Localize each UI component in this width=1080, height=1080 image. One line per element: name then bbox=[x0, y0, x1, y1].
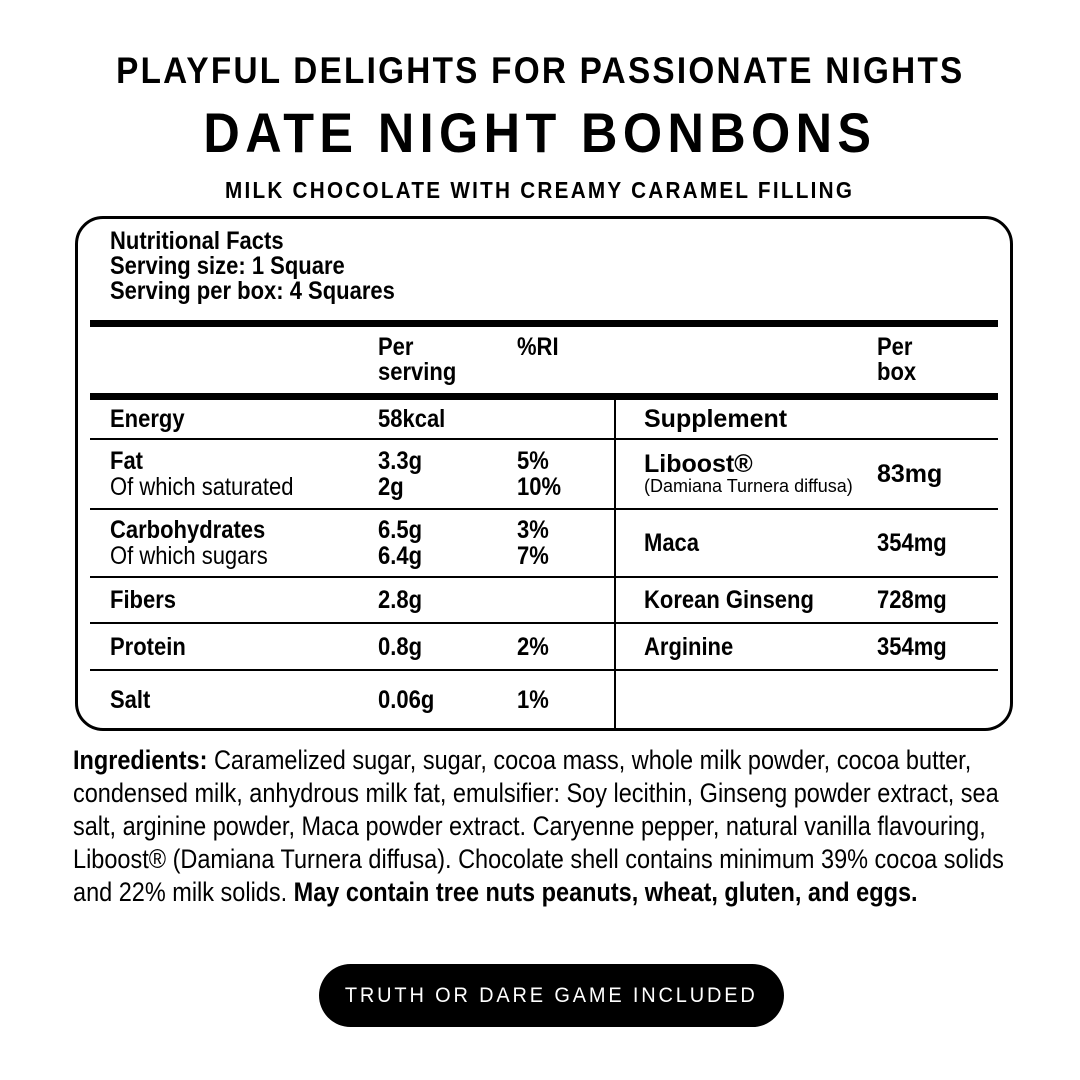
product-tagline-text: PLAYFUL DELIGHTS FOR PASSIONATE NIGHTS bbox=[115, 50, 965, 91]
product-title-text: DATE NIGHT BONBONS bbox=[203, 100, 877, 164]
supplement-name: Maca bbox=[644, 529, 700, 557]
product-subtitle bbox=[0, 177, 1080, 204]
truth-or-dare-badge bbox=[319, 964, 784, 1027]
ri-value bbox=[517, 406, 614, 432]
masthead bbox=[0, 50, 1080, 204]
serving-per-box: Serving per box: 4 Squares bbox=[110, 277, 395, 305]
table-row bbox=[78, 671, 1010, 728]
supplement-amount: 354mg bbox=[877, 632, 947, 661]
table-body bbox=[78, 400, 1010, 728]
per-serving-value: 0.8g bbox=[378, 632, 423, 661]
ingredients-body: Caramelized sugar, sugar, cocoa mass, whole milk powder, cocoa butter, condensed milk, anhydrous milk fat, emulsifier: Soy lecithin, Ginseng powder extract, sea salt, arginine powder, Maca powder extract. Caryenne pepper, natural vanilla flavouring, Liboost® (Damiana Turnera diffusa). Chocolate shell contains minimum 39% cocoa solids and 22% milk solids. bbox=[73, 745, 1004, 907]
panel-title: Nutritional Facts bbox=[110, 227, 284, 255]
nutrient-label: Protein bbox=[110, 632, 186, 661]
per-serving-value: 0.06g bbox=[378, 685, 435, 714]
panel-header bbox=[78, 219, 1010, 304]
supplement-name: Korean Ginseng bbox=[644, 586, 814, 614]
table-row bbox=[78, 510, 1010, 576]
ri-value: 2% bbox=[517, 632, 549, 661]
table-row bbox=[78, 440, 1010, 508]
nutrient-sublabel: Of which sugars bbox=[110, 542, 268, 570]
supplement-header: Supplement bbox=[644, 405, 788, 433]
table-row bbox=[78, 624, 1010, 669]
nutrition-panel bbox=[75, 216, 1013, 731]
ri-value: 5% 10% bbox=[517, 447, 562, 501]
per-serving-value: 6.5g 6.4g bbox=[378, 516, 423, 570]
nutrient-label: Carbohydrates Of which sugars bbox=[110, 517, 378, 569]
allergen-warning: May contain tree nuts peanuts, wheat, gluten, and eggs. bbox=[293, 877, 918, 907]
table-row bbox=[78, 400, 1010, 438]
column-header-row bbox=[78, 327, 1010, 393]
column-divider bbox=[614, 400, 616, 728]
nutrient-label: Salt bbox=[110, 685, 151, 714]
badge-label: TRUTH OR DARE GAME INCLUDED bbox=[345, 983, 758, 1007]
supplement-amount: 728mg bbox=[877, 586, 947, 614]
rule-thick-top bbox=[90, 320, 998, 327]
per-serving-value: 3.3g 2g bbox=[378, 447, 423, 501]
nutrient-label: Fibers bbox=[110, 586, 177, 614]
ri-value bbox=[517, 587, 614, 613]
per-serving-value: 58kcal bbox=[378, 405, 446, 433]
nutrient-label: Fat Of which saturated bbox=[110, 448, 378, 500]
ri-value: 1% bbox=[517, 685, 549, 714]
rule-thick-mid bbox=[90, 393, 998, 400]
per-serving-value: 2.8g bbox=[378, 586, 423, 614]
table-row bbox=[78, 578, 1010, 622]
nutrient-label: Energy bbox=[110, 405, 185, 433]
ingredients-label: Ingredients: bbox=[73, 745, 208, 775]
ingredients-paragraph bbox=[73, 744, 1011, 909]
nutrient-sublabel: Of which saturated bbox=[110, 473, 294, 501]
supplement-name: Arginine bbox=[644, 632, 734, 661]
supplement-amount: 83mg bbox=[877, 460, 943, 488]
product-tagline bbox=[0, 50, 1080, 93]
product-subtitle-text: MILK CHOCOLATE WITH CREAMY CARAMEL FILLING bbox=[225, 177, 855, 204]
supplement-note: (Damiana Turnera diffusa) bbox=[644, 476, 853, 496]
ri-value: 3% 7% bbox=[517, 516, 549, 570]
serving-size: Serving size: 1 Square bbox=[110, 252, 345, 280]
col-header-per-box: Per box bbox=[877, 333, 917, 386]
product-title bbox=[0, 100, 1080, 164]
col-header-ri: %RI bbox=[517, 333, 559, 361]
supplement-name: Liboost® (Damiana Turnera diffusa) bbox=[644, 452, 877, 496]
col-header-per-serving: Per serving bbox=[378, 333, 457, 386]
supplement-amount: 354mg bbox=[877, 529, 947, 557]
